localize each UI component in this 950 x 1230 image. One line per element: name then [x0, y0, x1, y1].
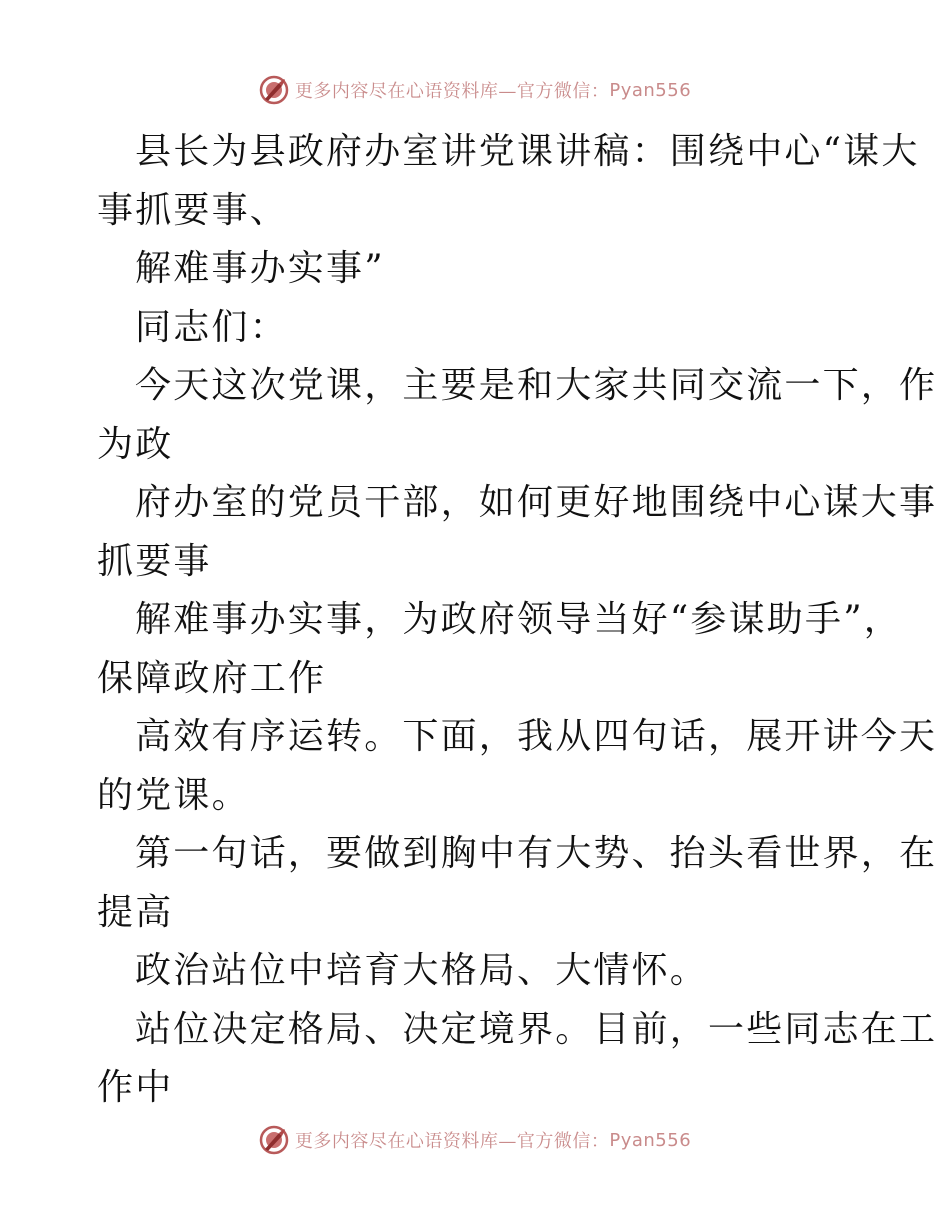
footer-watermark: [0, 1120, 950, 1160]
document-line: 解难事办实事”: [135, 248, 385, 289]
document-line: 抓要事: [97, 540, 212, 582]
pen-logo-icon: [259, 1125, 289, 1155]
watermark-wechat-id: Pyan556: [609, 79, 692, 101]
document-body: [97, 123, 938, 1118]
document-line: 为政: [97, 423, 174, 465]
document-line: 今天这次党课，主要是和大家共同交流一下，作: [135, 365, 938, 406]
document-line: 第一句话，要做到胸中有大势、抬头看世界，在: [135, 833, 938, 874]
watermark-text: 更多内容尽在心语资料库—官方微信：: [294, 1131, 610, 1152]
document-line: 高效有序运转。下面，我从四句话，展开讲今天: [135, 716, 938, 757]
document-line: 的党课。: [97, 774, 250, 816]
pen-logo-icon: [259, 75, 289, 105]
document-line: 提高: [97, 891, 174, 933]
document-line: 政治站位中培育大格局、大情怀。: [135, 950, 709, 991]
header-watermark: [0, 70, 950, 110]
document-line: 事抓要事、: [97, 189, 289, 231]
document-line: 解难事办实事，为政府领导当好“参谋助手”，: [135, 599, 903, 640]
document-line: 同志们：: [135, 306, 288, 348]
watermark-wechat-id: Pyan556: [609, 1129, 692, 1151]
watermark-text: 更多内容尽在心语资料库—官方微信：: [294, 81, 610, 102]
document-line: 县长为县政府办室讲党课讲稿：围绕中心“谋大: [135, 131, 920, 172]
document-line: 府办室的党员干部，如何更好地围绕中心谋大事: [135, 482, 938, 523]
document-line: 保障政府工作: [97, 657, 327, 699]
document-line: 作中: [97, 1067, 174, 1108]
document-line: 站位决定格局、决定境界。目前，一些同志在工: [135, 1008, 938, 1050]
